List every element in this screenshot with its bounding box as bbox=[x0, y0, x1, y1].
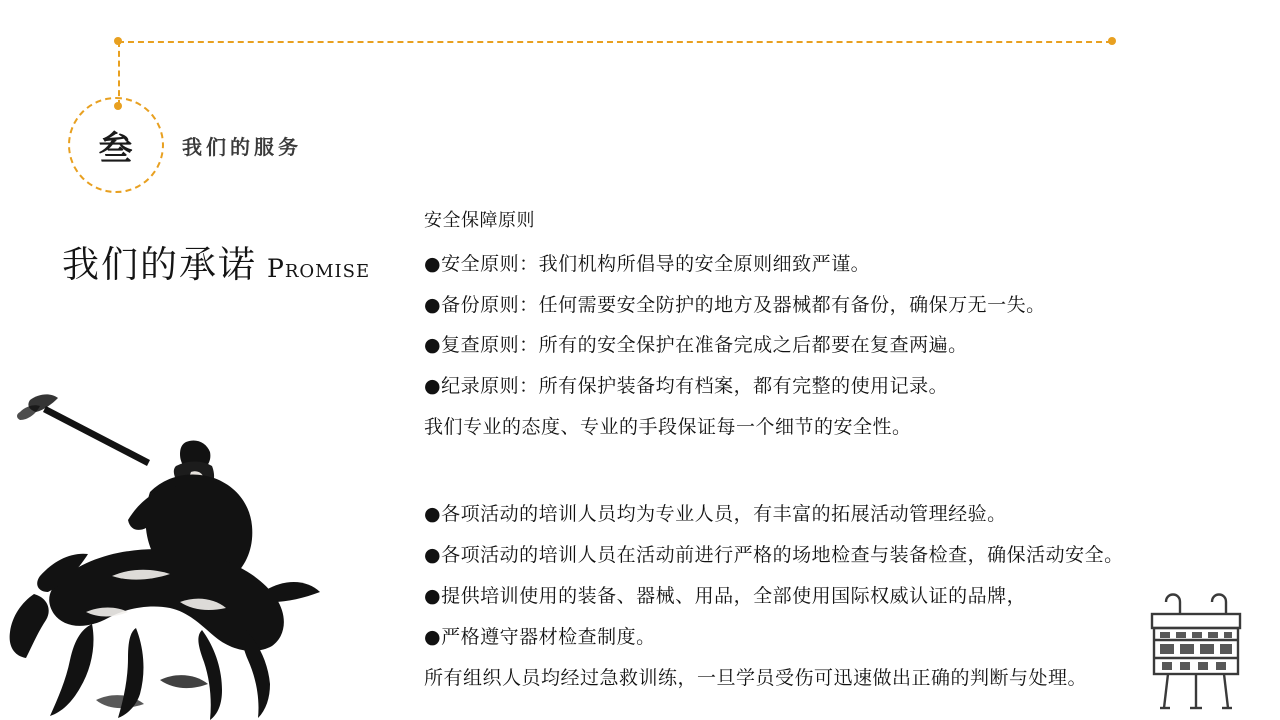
content-line: 所有组织人员均经过急救训练，一旦学员受伤可迅速做出正确的判断与处理。 bbox=[424, 667, 1088, 690]
content-line: ●提供培训使用的装备、器械、用品，全部使用国际权威认证的品牌， bbox=[424, 585, 1027, 608]
content-line: ●各项活动的培训人员在活动前进行严格的场地检查与装备检查，确保活动安全。 bbox=[424, 544, 1124, 567]
content-line: 我们专业的态度、专业的手段保证每一个细节的安全性。 bbox=[424, 416, 912, 439]
content-line: ●复查原则：所有的安全保护在准备完成之后都要在复查两遍。 bbox=[424, 334, 968, 357]
page-title-en: Promise bbox=[267, 254, 371, 283]
content-line: ●备份原则：任何需要安全防护的地方及器械都有备份，确保万无一失。 bbox=[424, 293, 1046, 316]
section-label: 我们的服务 bbox=[182, 135, 302, 159]
section-number-text: 叁 bbox=[98, 128, 134, 169]
content-line: ●各项活动的培训人员均为专业人员，有丰富的拓展活动管理经验。 bbox=[424, 503, 1007, 526]
paragraph-spacer bbox=[424, 455, 1224, 501]
dashed-line-end-dot bbox=[1108, 37, 1116, 45]
content-line: ●严格遵守器材检查制度。 bbox=[424, 626, 656, 649]
ink-painting-horseman bbox=[0, 380, 330, 720]
page-title-cn: 我们的承诺 bbox=[62, 243, 257, 286]
content-line: ●纪录原则：所有保护装备均有档案，都有完整的使用记录。 bbox=[424, 375, 949, 398]
content-line: 安全保障原则 bbox=[424, 210, 535, 231]
page-title bbox=[62, 234, 370, 288]
content-body bbox=[424, 208, 1224, 706]
content-line: ●安全原则：我们机构所倡导的安全原则细致严谨。 bbox=[424, 252, 871, 275]
header-dashed-line bbox=[118, 41, 1112, 43]
dashed-line-start-dot bbox=[114, 37, 122, 45]
